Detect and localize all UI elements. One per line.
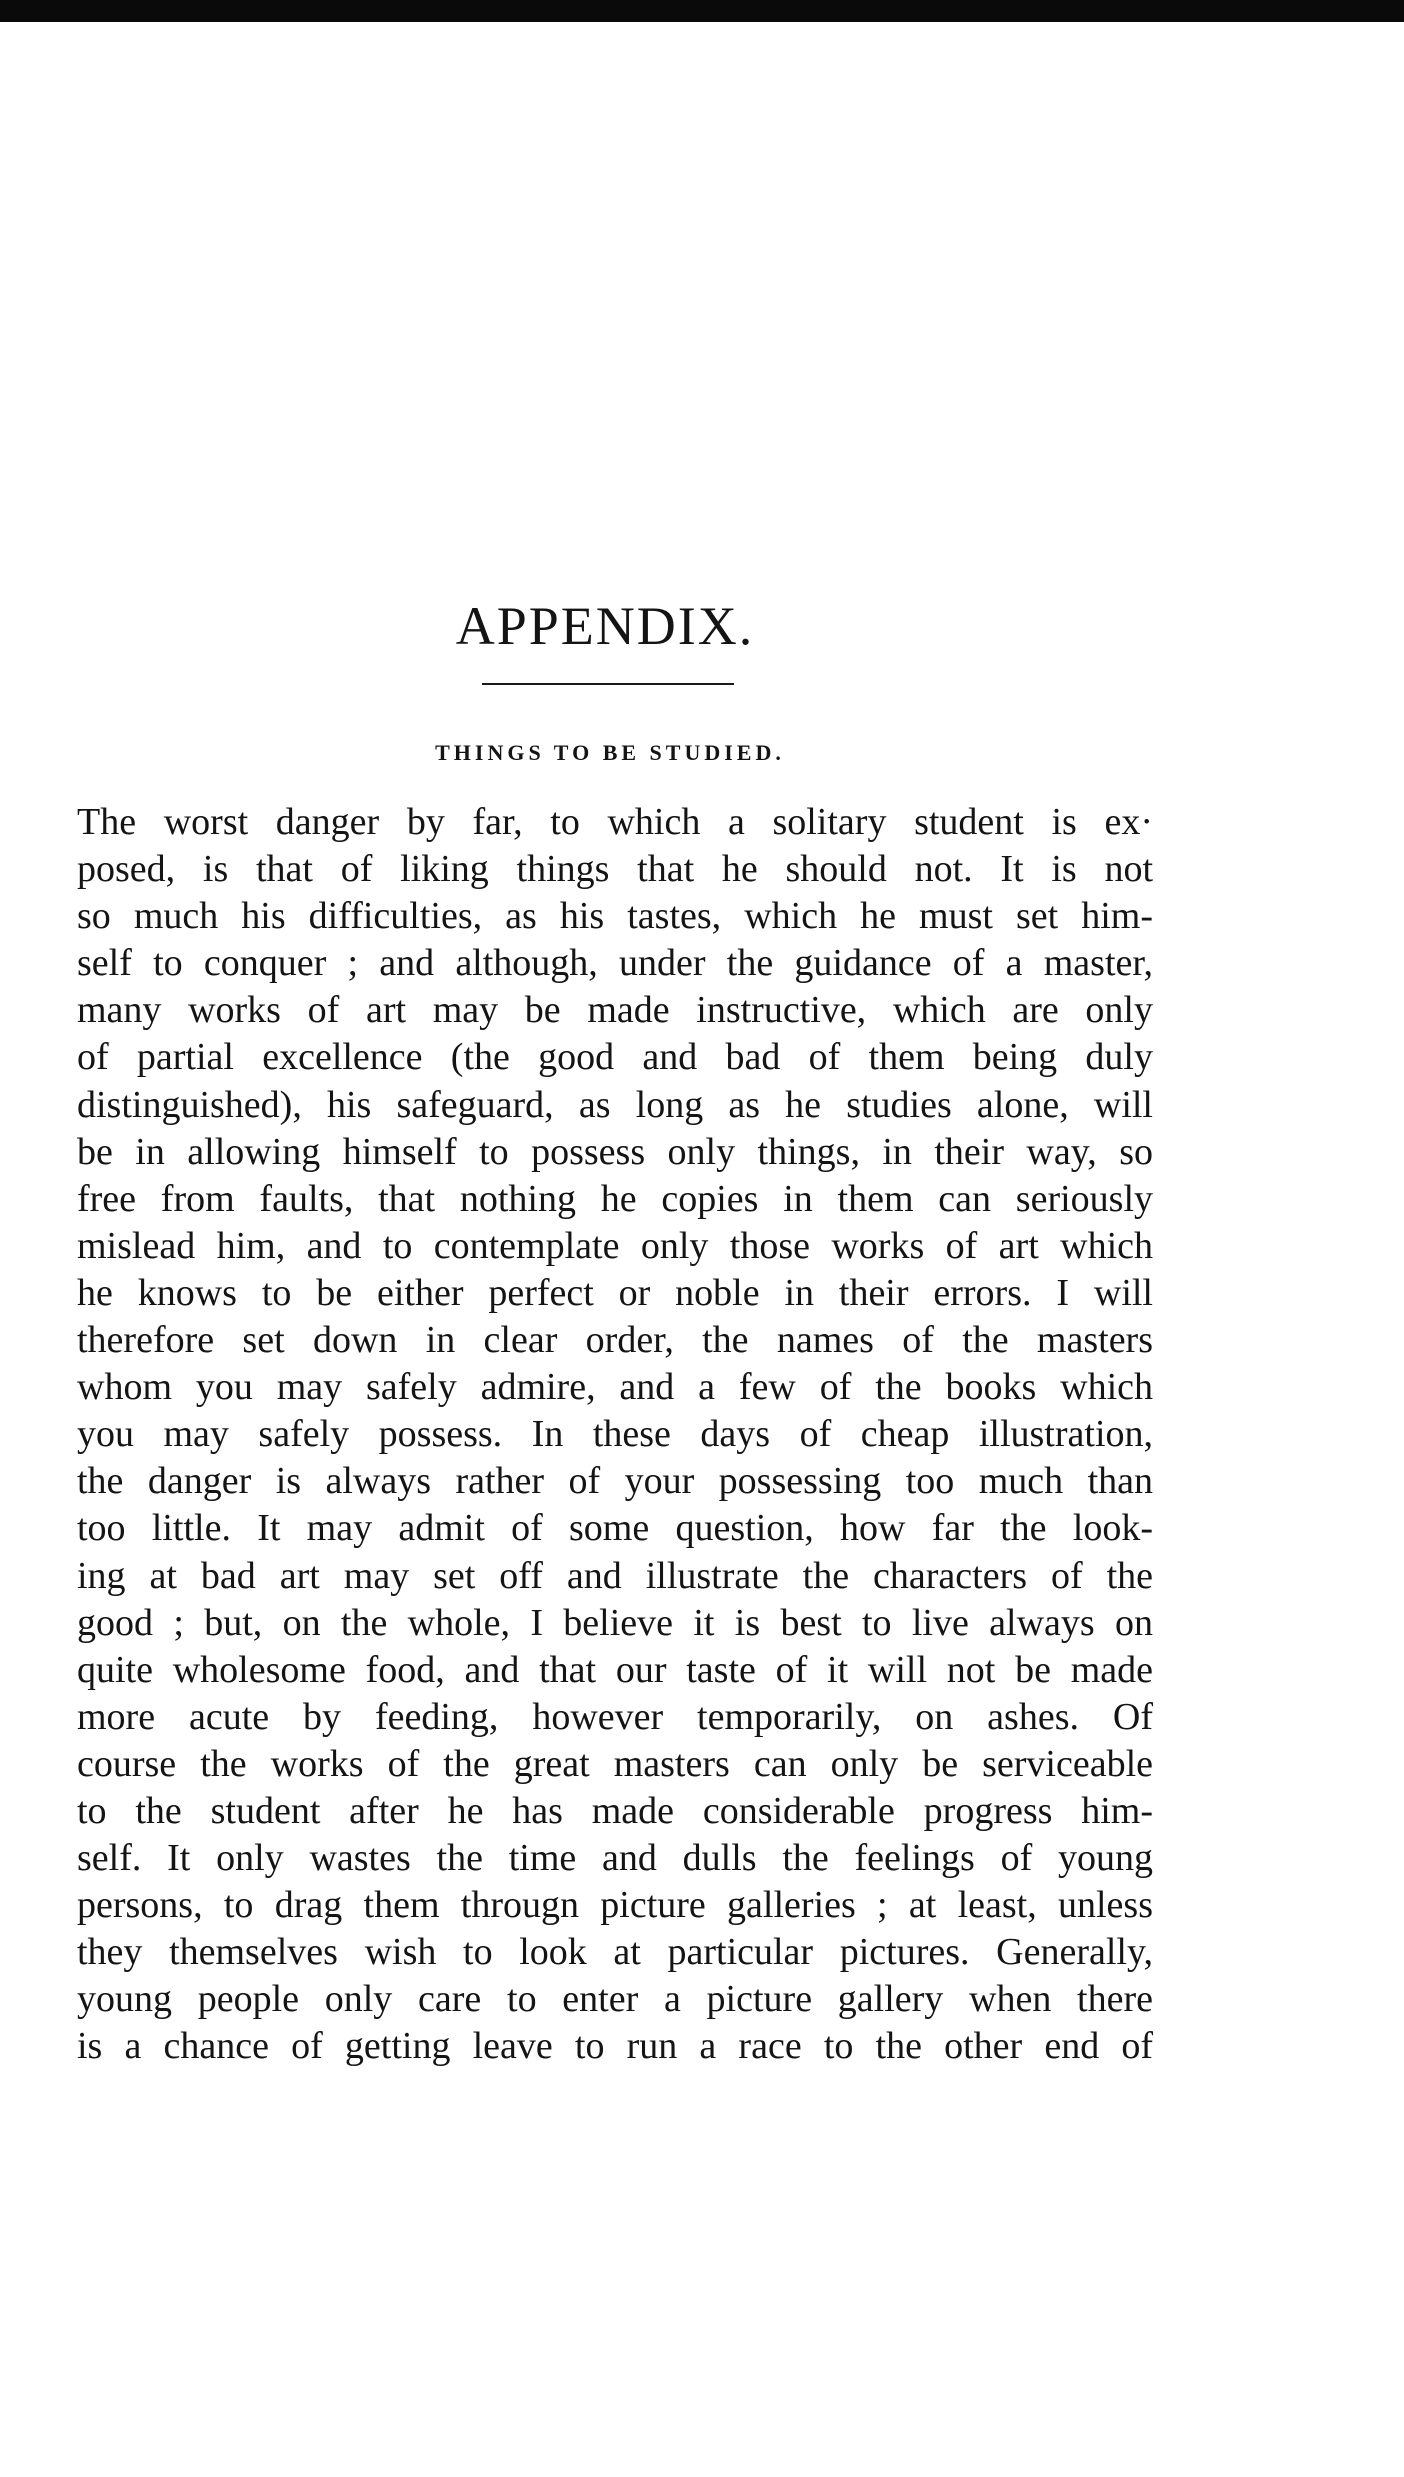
text-line: free from faults, that nothing he copies in them can seriously <box>77 1177 1153 1220</box>
text-line: self. It only wastes the time and dulls the feelings of young <box>77 1837 1153 1880</box>
text-line: the danger is always rather of your possessing too much than <box>77 1460 1153 1503</box>
text-line: mislead him, and to contemplate only those works of art which <box>77 1224 1153 1267</box>
text-line: good ; but, on the whole, I believe it is best to live always on <box>77 1601 1153 1644</box>
text-line: is a chance of getting leave to run a race to the other end of <box>77 2025 1153 2068</box>
text-line: posed, is that of liking things that he should not. It is not <box>77 848 1153 891</box>
text-line: course the works of the great masters can only be serviceable <box>77 1742 1153 1785</box>
text-line: young people only care to enter a picture gallery when there <box>77 1978 1153 2021</box>
text-line: they themselves wish to look at particular pictures. Generally, <box>77 1931 1153 1974</box>
text-line: therefore set down in clear order, the names of the masters <box>77 1319 1153 1362</box>
body-paragraph <box>77 799 1153 2071</box>
text-line: quite wholesome food, and that our taste of it will not be made <box>77 1648 1153 1691</box>
text-line: too little. It may admit of some question, how far the look- <box>77 1507 1153 1550</box>
text-line: self to conquer ; and although, under the guidance of a master, <box>77 942 1153 985</box>
text-line: to the student after he has made considerable progress him- <box>77 1789 1153 1832</box>
section-heading: THINGS TO BE STUDIED. <box>435 740 785 765</box>
text-line: distinguished), his safeguard, as long as he studies alone, will <box>77 1083 1153 1126</box>
text-line: he knows to be either perfect or noble in their errors. I will <box>77 1271 1153 1314</box>
text-line: The worst danger by far, to which a solitary student is ex· <box>77 801 1153 843</box>
text-line: you may safely possess. In these days of cheap illustration, <box>77 1413 1153 1456</box>
text-line: more acute by feeding, however temporarily, on ashes. Of <box>77 1695 1153 1738</box>
title-rule <box>482 683 734 685</box>
text-line: of partial excellence (the good and bad of them being duly <box>77 1036 1153 1079</box>
text-line: ing at bad art may set off and illustrate the characters of the <box>77 1554 1153 1597</box>
text-line: whom you may safely admire, and a few of the books which <box>77 1366 1153 1409</box>
scan-top-edge <box>0 0 1404 22</box>
text-line: many works of art may be made instructive, which are only <box>77 989 1153 1032</box>
text-line: persons, to drag them througn picture galleries ; at least, unless <box>77 1884 1153 1927</box>
text-line: be in allowing himself to possess only things, in their way, so <box>77 1130 1153 1173</box>
page-title: APPENDIX. <box>455 596 755 656</box>
text-line: so much his difficulties, as his tastes, which he must set him- <box>77 895 1153 938</box>
